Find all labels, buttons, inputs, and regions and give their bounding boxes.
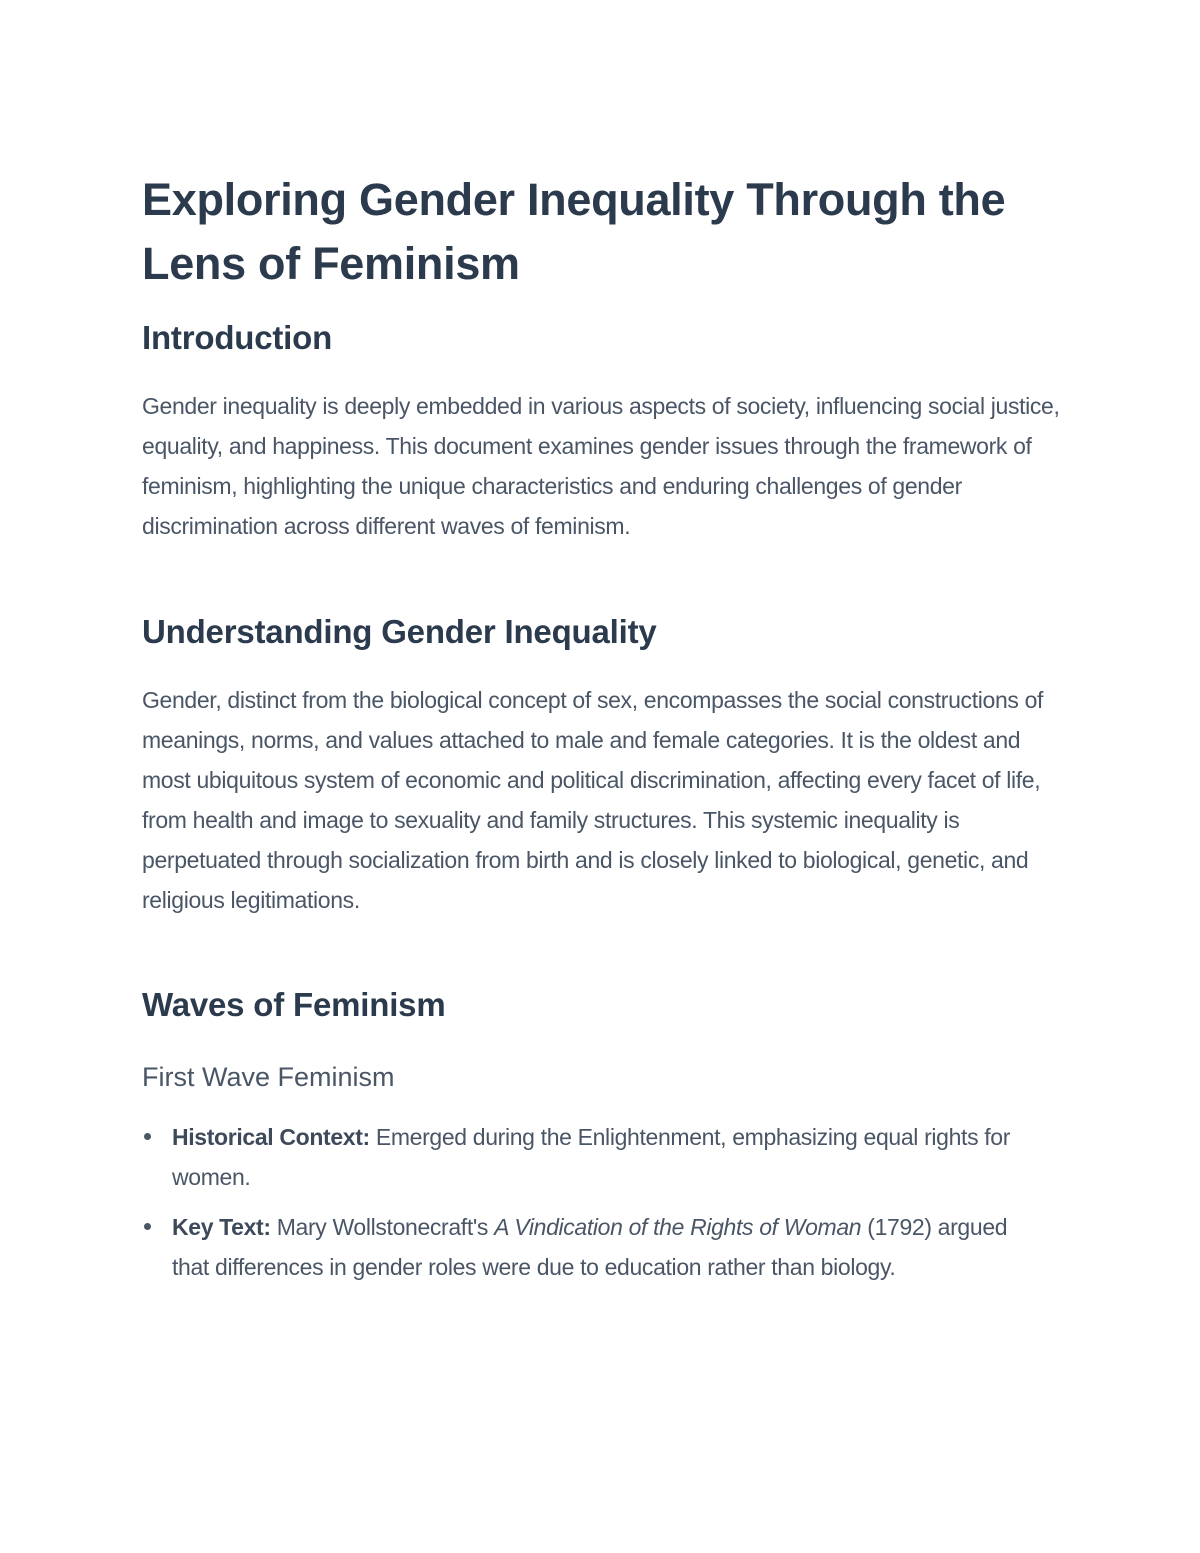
bullet-icon <box>144 1223 151 1230</box>
bullet-icon <box>144 1133 151 1140</box>
bullet-text: Mary Wollstonecraft's <box>270 1214 495 1240</box>
heading-first-wave-feminism: First Wave Feminism <box>142 1062 395 1092</box>
bullet-text: Emerged during the Enlightenment, emphasizing equal rights for women. <box>172 1124 1011 1190</box>
list-item-key-text <box>142 1207 1042 1287</box>
list-item-historical-context <box>142 1117 1042 1197</box>
introduction-paragraph: Gender inequality is deeply embedded in various aspects of society, influencing social justice, equality, and happiness. This document examines gender issues through the framework of feminism, highlighting the unique characteristics and enduring challenges of gender discrimination across different waves of feminism. <box>142 393 1060 539</box>
book-title: A Vindication of the Rights of Woman <box>494 1214 862 1240</box>
heading-introduction: Introduction <box>142 319 333 356</box>
understanding-paragraph: Gender, distinct from the biological concept of sex, encompasses the social constructions of meanings, norms, and values attached to male and female categories. It is the oldest and most ubiquitous system of economic and political discrimination, affecting every facet of life, from health and image to sexuality and family structures. This systemic inequality is perpetuated through socialization from birth and is closely linked to biological, genetic, and religious legitimations. <box>142 687 1044 913</box>
bullet-label: Key Text: <box>172 1214 271 1240</box>
heading-waves-of-feminism: Waves of Feminism <box>142 986 446 1023</box>
bullet-label: Historical Context: <box>172 1124 370 1150</box>
heading-understanding-gender-inequality: Understanding Gender Inequality <box>142 613 657 650</box>
first-wave-bullet-list <box>142 1117 1042 1297</box>
document-title: Exploring Gender Inequality Through the Lens of Feminism <box>142 174 1006 289</box>
bullet-text: (1792) argued that differences in gender roles were due to education rather than biology. <box>172 1214 1008 1280</box>
